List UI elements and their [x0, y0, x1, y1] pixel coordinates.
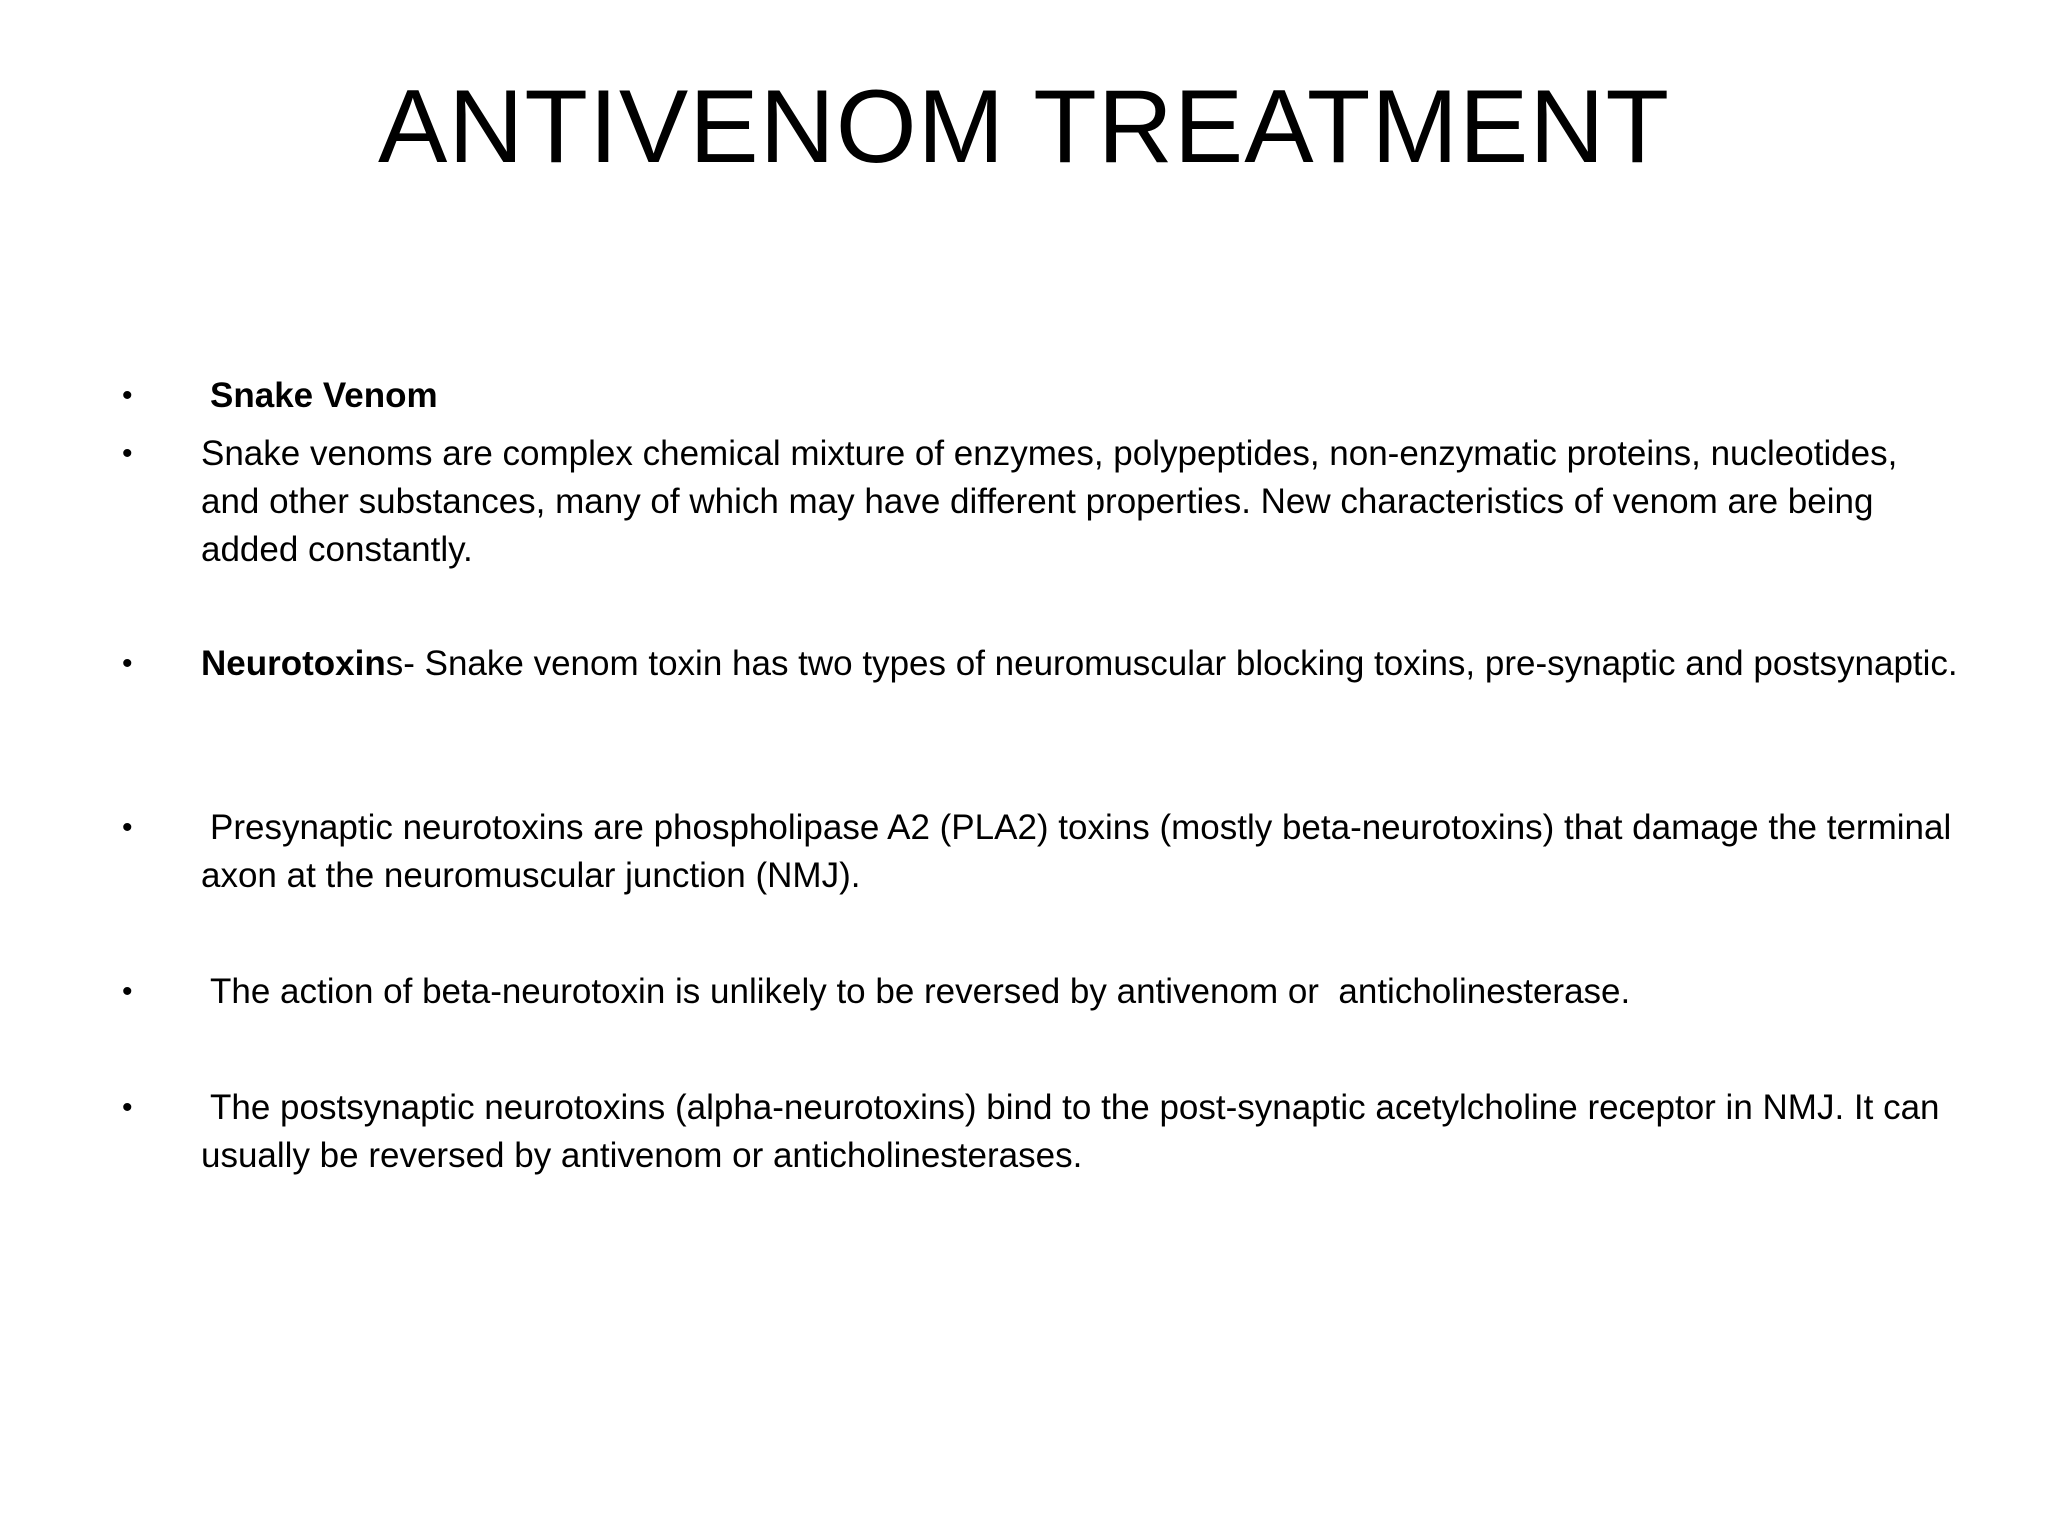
bullet-glyph: •	[122, 975, 133, 1008]
bullet-heading: Snake Venom	[210, 376, 438, 415]
bullet-text: Presynaptic neurotoxins are phospholipase A2 (PLA2) toxins (mostly beta-neurotoxins) that damage the terminal axon at the neuromuscular junction (NMJ).	[201, 808, 1961, 895]
bullet-text: Neurotoxins- Snake venom toxin has two types of neuromuscular blocking toxins, pre-synaptic and postsynaptic.	[201, 644, 1958, 683]
bullet-glyph: •	[122, 811, 133, 844]
bullet-text	[201, 372, 1961, 420]
slide-title: ANTIVENOM TREATMENT	[377, 69, 1671, 185]
bullet-text: Snake venoms are complex chemical mixture of enzymes, polypeptides, non-enzymatic proteins, nucleotides, and other substances, many of which may have different properties. New characteristics of venom are being added constantly.	[201, 434, 1908, 569]
bullet-heading: Neurotoxin	[201, 644, 386, 683]
bullet-glyph: •	[122, 647, 133, 680]
bullet-glyph: •	[122, 437, 133, 470]
bullet-glyph: •	[122, 1091, 133, 1124]
bullet-glyph: •	[122, 379, 133, 412]
bullet-text: The action of beta-neurotoxin is unlikely to be reversed by antivenom or anticholinesterase.	[210, 972, 1631, 1011]
bullet-text: The postsynaptic neurotoxins (alpha-neurotoxins) bind to the post-synaptic acetylcholine receptor in NMJ. It can usually be reversed by antivenom or anticholinesterases.	[201, 1088, 1950, 1175]
